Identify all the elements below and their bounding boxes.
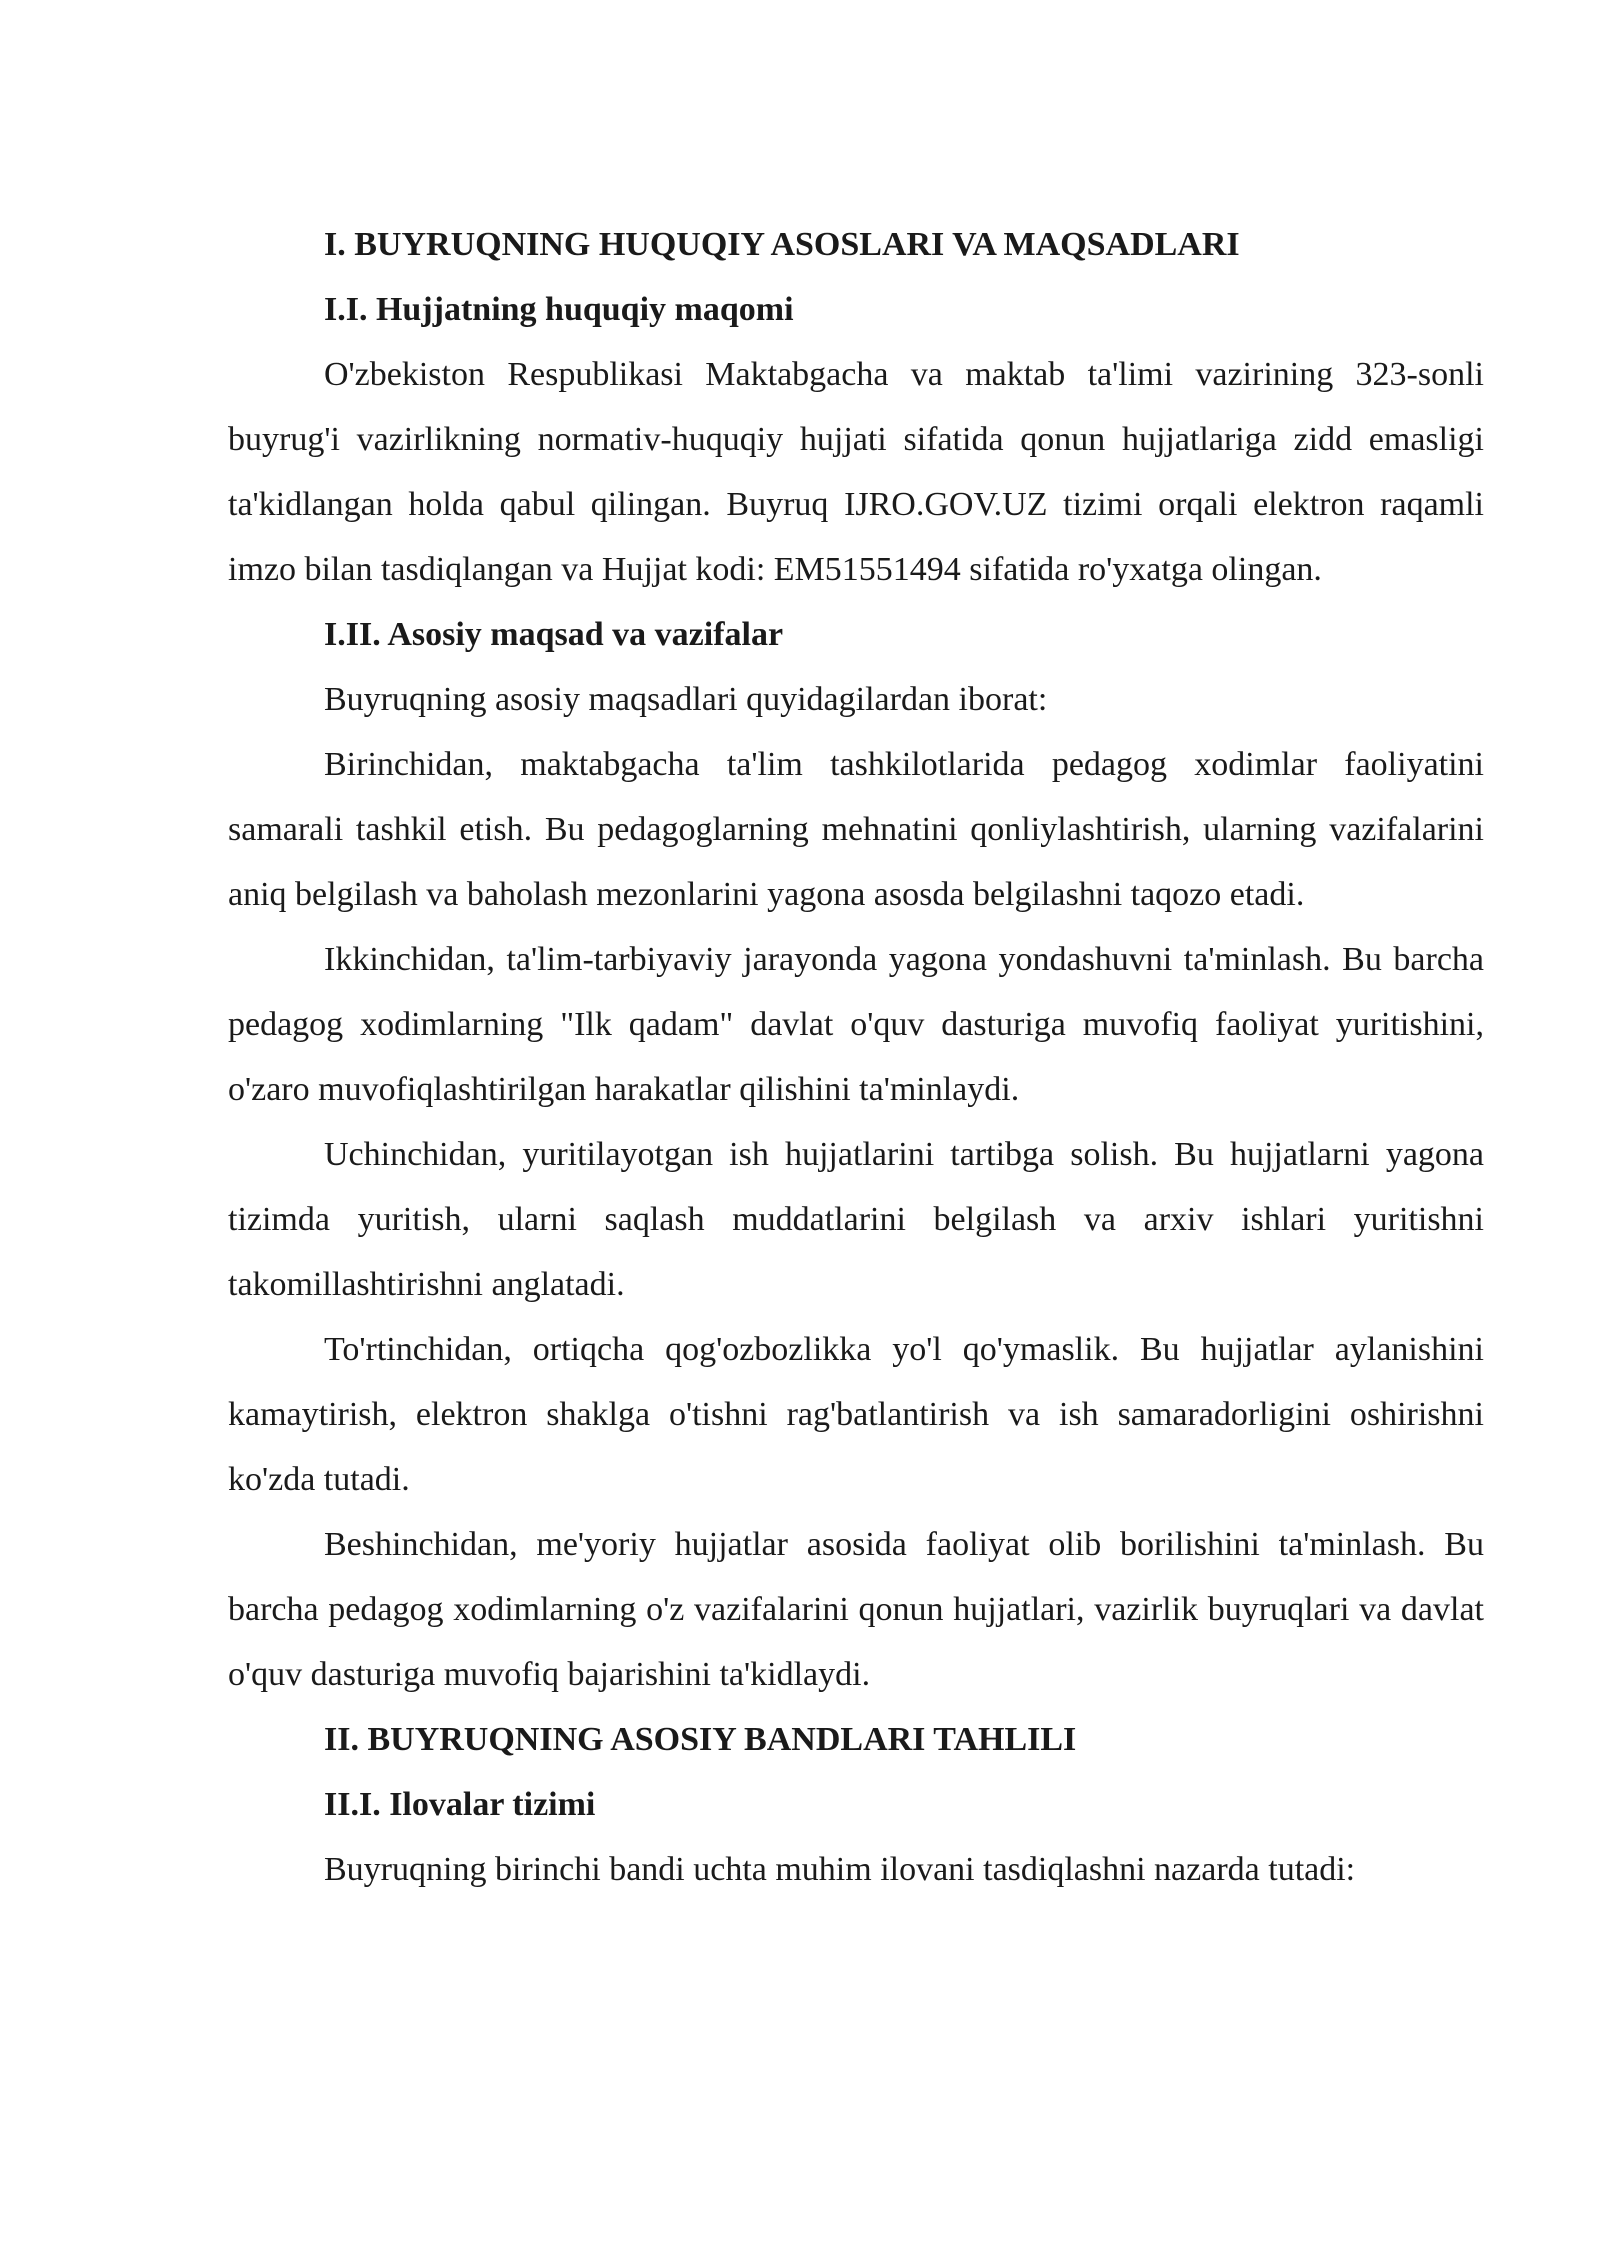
paragraph-goals-intro: Buyruqning asosiy maqsadlari quyidagilardan iborat: — [324, 681, 1048, 718]
paragraph-goal-second: Ikkinchidan, ta'lim-tarbiyaviy jarayonda yagona yondashuvni ta'minlash. Bu barcha pedagog xodimlarning "Ilk qadam" davlat o'quv dasturiga muvofiq faoliyat yuritishini, o'zaro muvofiqlashtirilgan harakatlar qilishini ta'minlaydi. — [228, 941, 1484, 1108]
paragraph-goal-third: Uchinchidan, yuritilayotgan ish hujjatlarini tartibga solish. Bu hujjatlarni yagona tizimda yuritish, ularni saqlash muddatlarini belgilash va arxiv ishlari yuritishni takomillashtirishni anglatadi. — [228, 1136, 1484, 1303]
section-heading-1: I. BUYRUQNING HUQUQIY ASOSLARI VA MAQSADLARI — [324, 226, 1240, 263]
paragraph-goal-fifth: Beshinchidan, me'yoriy hujjatlar asosida faoliyat olib borilishini ta'minlash. Bu barcha pedagog xodimlarning o'z vazifalarini qonun hujjatlari, vazirlik buyruqlari va davlat o'quv dasturiga muvofiq bajarishini ta'kidlaydi. — [228, 1526, 1484, 1693]
subsection-heading-1-1: I.I. Hujjatning huquqiy maqomi — [324, 291, 794, 328]
document-page — [228, 212, 1484, 1902]
section-heading-2: II. BUYRUQNING ASOSIY BANDLARI TAHLILI — [324, 1721, 1077, 1758]
paragraph-legal-status: O'zbekiston Respublikasi Maktabgacha va maktab ta'limi vazirining 323-sonli buyrug'i vazirlikning normativ-huquqiy hujjati sifatida qonun hujjatlariga zidd emasligi ta'kidlangan holda qabul qilingan. Buyruq IJRO.GOV.UZ tizimi orqali elektron raqamli imzo bilan tasdiqlangan va Hujjat kodi: EM51551494 sifatida ro'yxatga olingan. — [228, 356, 1484, 588]
paragraph-annexes-intro: Buyruqning birinchi bandi uchta muhim ilovani tasdiqlashni nazarda tutadi: — [324, 1851, 1356, 1888]
paragraph-goal-first: Birinchidan, maktabgacha ta'lim tashkilotlarida pedagog xodimlar faoliyatini samarali tashkil etish. Bu pedagoglarning mehnatini qonliylashtirish, ularning vazifalarini aniq belgilash va baholash mezonlarini yagona asosda belgilashni taqozo etadi. — [228, 746, 1484, 913]
subsection-heading-2-1: II.I. Ilovalar tizimi — [324, 1786, 596, 1823]
subsection-heading-1-2: I.II. Asosiy maqsad va vazifalar — [324, 616, 784, 653]
paragraph-goal-fourth: To'rtinchidan, ortiqcha qog'ozbozlikka yo'l qo'ymaslik. Bu hujjatlar aylanishini kamaytirish, elektron shaklga o'tishni rag'batlantirish va ish samaradorligini oshirishni ko'zda tutadi. — [228, 1331, 1484, 1498]
